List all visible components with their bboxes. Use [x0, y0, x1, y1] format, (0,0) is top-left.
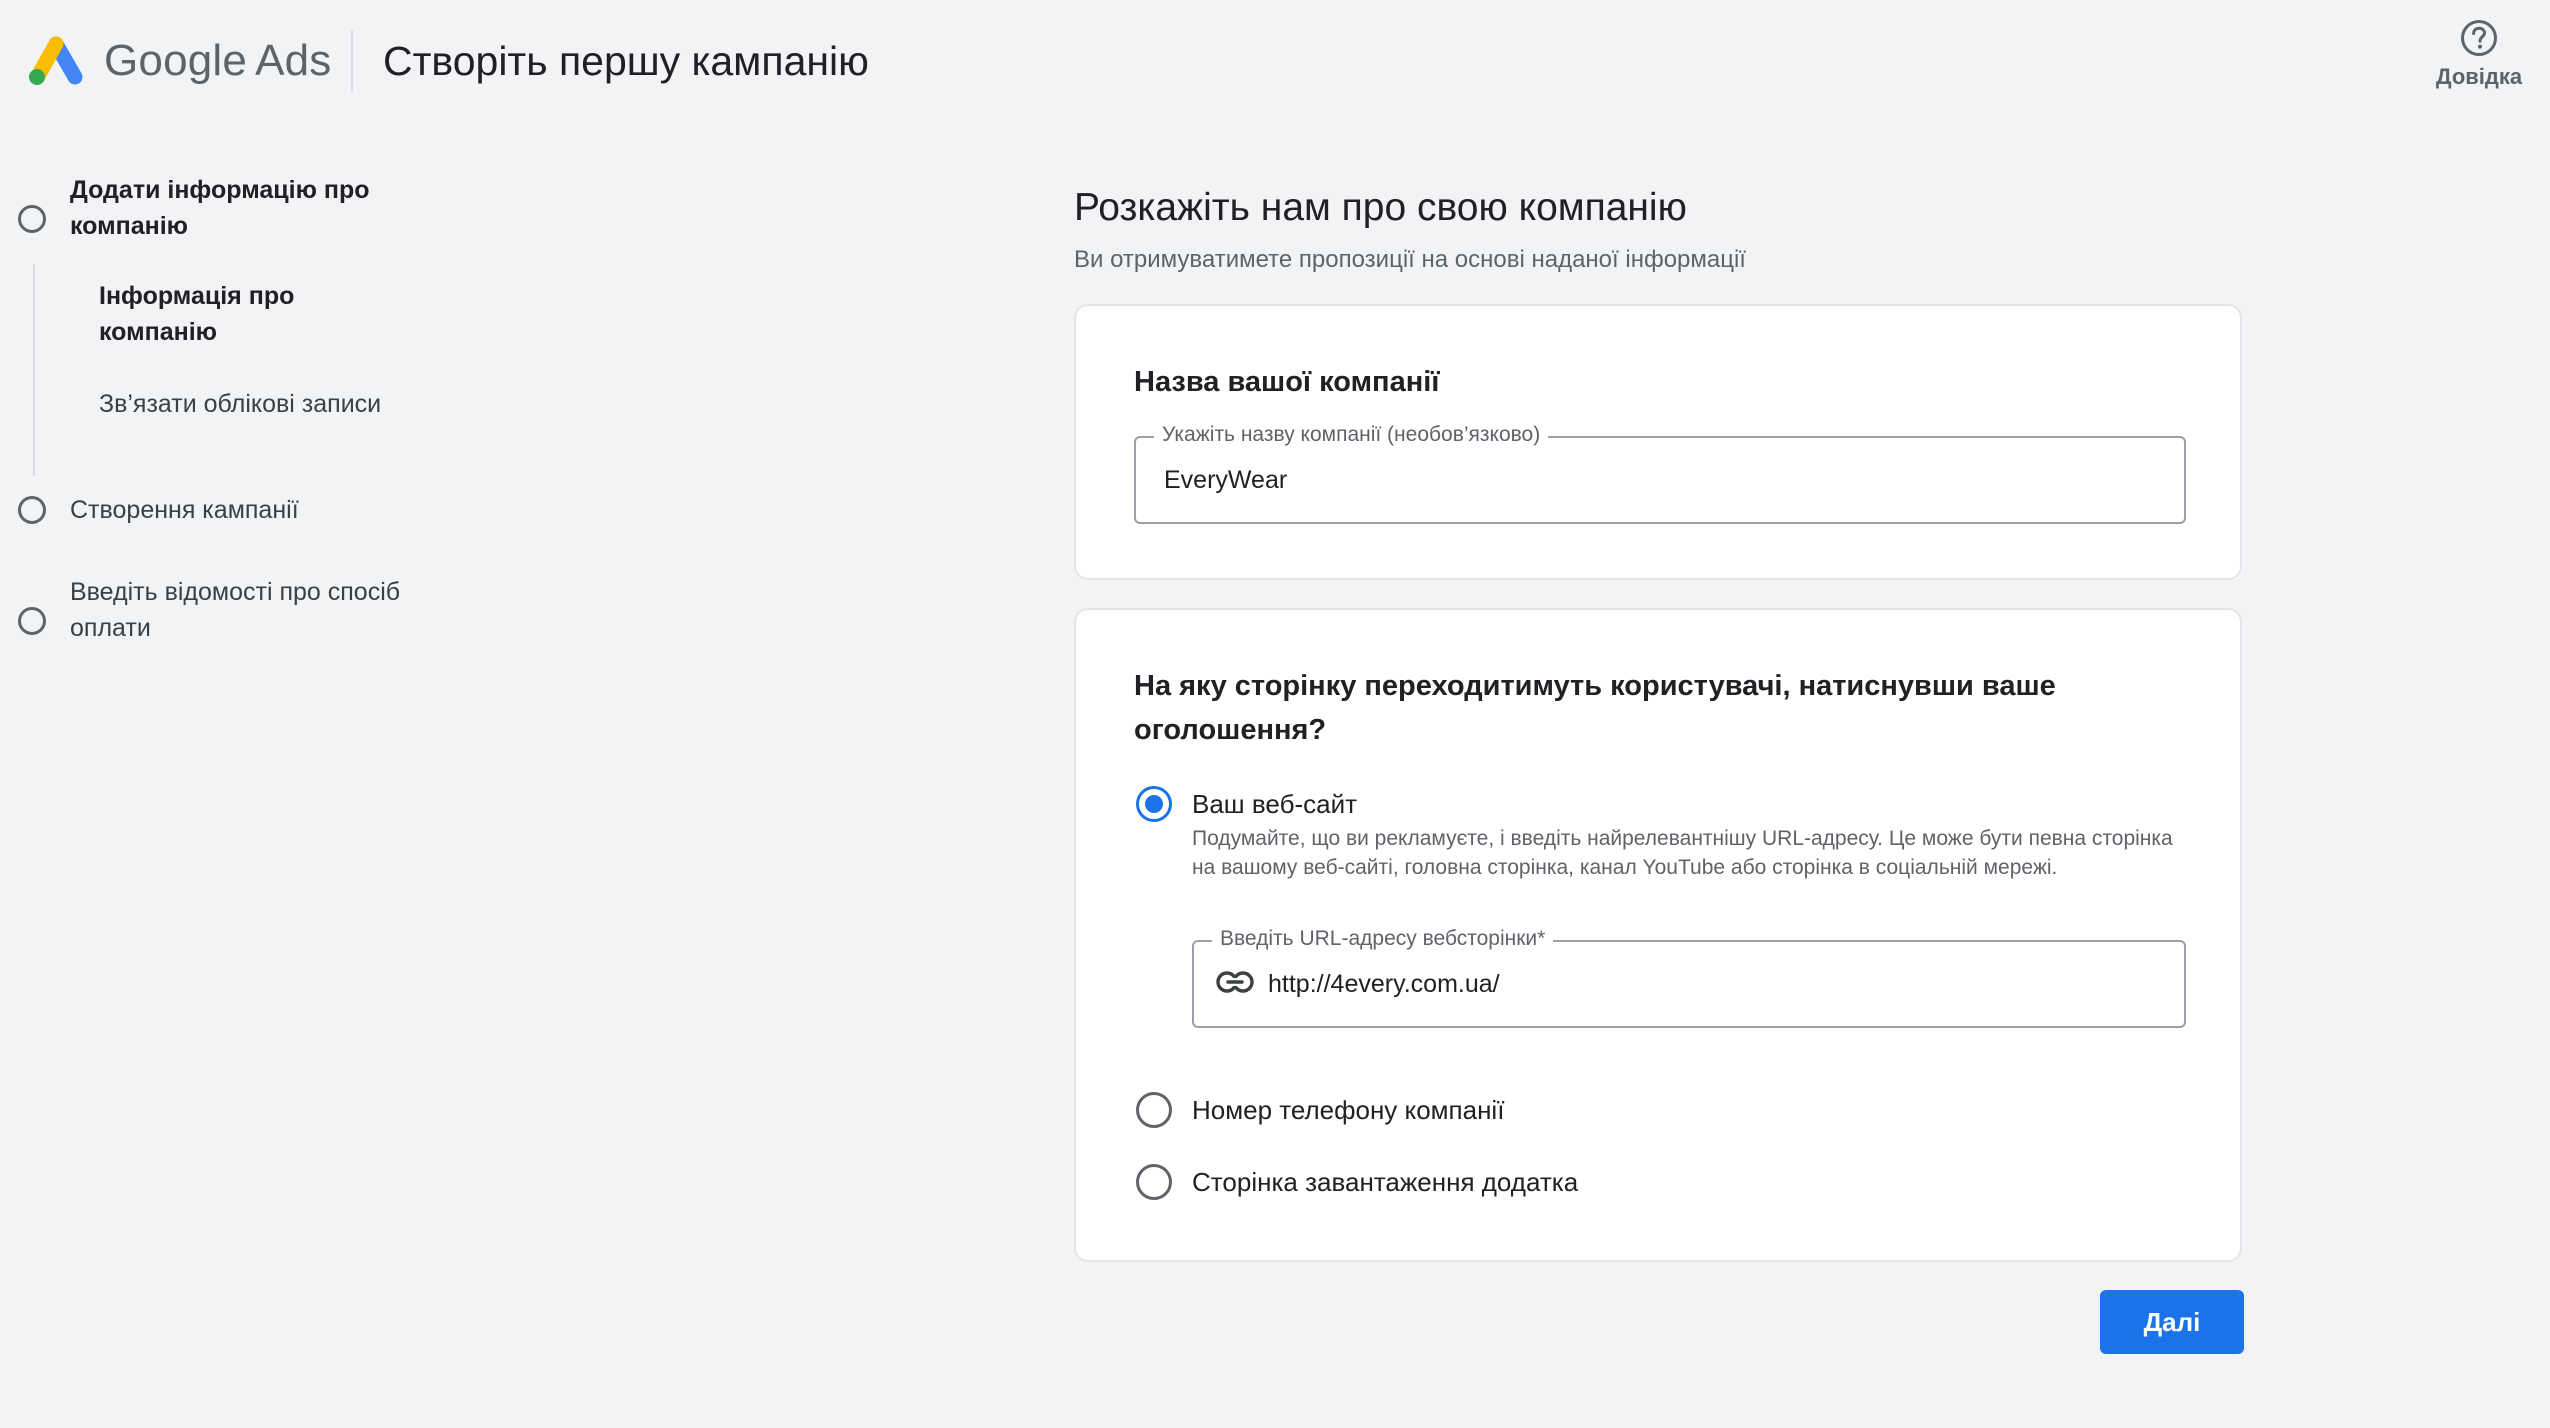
business-name-field-label: Укажіть назву компанії (необов’язково): [1154, 423, 1548, 447]
business-name-field[interactable]: [1134, 423, 2186, 524]
header-divider: [351, 30, 353, 92]
website-radio-label[interactable]: Ваш веб-сайт: [1192, 789, 1358, 819]
step-label: Створення кампанії: [70, 496, 299, 524]
substep-link-accounts[interactable]: Зв’язати облікові записи: [99, 390, 382, 418]
phone-radio[interactable]: [1136, 1092, 1172, 1128]
google-ads-logo-icon: [26, 34, 86, 88]
step-circle-icon: [18, 205, 46, 233]
ad-destination-card: [1074, 608, 2242, 1262]
ad-destination-title: На яку сторінку переходитимуть користувачі, натиснувши ваше оголошення?: [1134, 670, 2056, 746]
app-download-radio-label[interactable]: Сторінка завантаження додатка: [1192, 1167, 1579, 1197]
next-button[interactable]: Далі: [2100, 1290, 2244, 1354]
help-label: Довідка: [2435, 64, 2523, 89]
website-option-description: Подумайте, що ви рекламуєте, і введіть найрелевантнішу URL-адресу. Це може бути певна сторінка на вашому веб-сайті, головна сторінка, канал YouTube або сторінка в соціальній мережі.: [1192, 827, 2173, 879]
help-circle-icon: [2459, 18, 2499, 58]
section-heading: Розкажіть нам про свою компанію: [1074, 186, 1687, 229]
page-title: Створіть першу кампанію: [383, 38, 869, 84]
step-circle-icon: [18, 607, 46, 635]
brand-google: Google: [104, 36, 248, 85]
help-button[interactable]: [2434, 18, 2524, 90]
step-label: Додати інформацію про компанію: [70, 176, 370, 240]
app-download-radio[interactable]: [1136, 1164, 1172, 1200]
step-label: Введіть відомості про спосіб оплати: [70, 578, 401, 642]
business-name-title: Назва вашої компанії: [1134, 366, 1440, 398]
section-subheading: Ви отримуватимете пропозиції на основі наданої інформації: [1074, 246, 1746, 273]
brand-ads: Ads: [255, 36, 332, 85]
phone-radio-label[interactable]: Номер телефону компанії: [1192, 1095, 1505, 1125]
website-url-input[interactable]: [1268, 942, 2168, 1026]
brand-name: [104, 36, 332, 86]
substep-connector: [33, 264, 35, 476]
business-name-card: [1074, 304, 2242, 580]
link-icon: [1216, 970, 1254, 994]
top-bar: [0, 0, 2550, 130]
website-radio[interactable]: [1136, 786, 1172, 822]
step-circle-icon: [18, 496, 46, 524]
business-name-input[interactable]: [1164, 438, 2064, 522]
website-url-field-label: Введіть URL-адресу вебсторінки*: [1212, 927, 1553, 951]
website-url-field[interactable]: [1192, 927, 2186, 1028]
substep-business-info[interactable]: Інформація про компанію: [99, 282, 295, 346]
